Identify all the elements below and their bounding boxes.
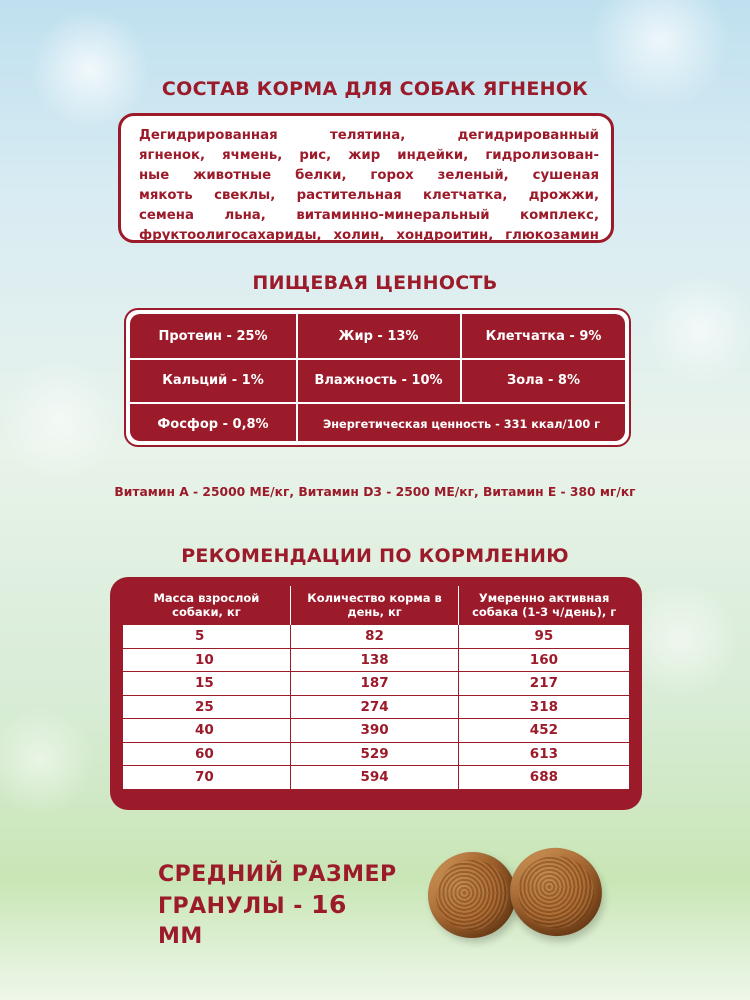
feeding-table-header <box>123 586 630 625</box>
table-row <box>123 719 630 743</box>
granule-line-2 <box>158 890 398 952</box>
composition-line: Дегидрированная телятина, дегидрированный <box>139 128 599 143</box>
cell-weight: 60 <box>123 742 291 766</box>
vitamins-text: Витамин А - 25000 МЕ/кг, Витамин D3 - 2500 МЕ/кг, Витамин Е - 380 мг/кг <box>114 485 636 499</box>
nutrition-phosphorus: Фосфор - 0,8% <box>157 416 269 432</box>
cell-active: 217 <box>458 672 629 696</box>
composition-box <box>118 113 614 243</box>
granule-size-text <box>158 860 398 952</box>
nutrition-box <box>124 308 631 447</box>
cell-daily: 82 <box>291 625 458 649</box>
cell-weight: 15 <box>123 672 291 696</box>
composition-text <box>139 126 599 246</box>
cell-daily: 274 <box>291 695 458 719</box>
kibble-pellet-image <box>502 839 610 944</box>
table-row <box>123 672 630 696</box>
composition-line: ягненок, ячмень, рис, жир индейки, гидролизован- <box>139 148 599 163</box>
cell-weight: 10 <box>123 648 291 672</box>
composition-line: мякоть свеклы, растительная клетчатка, дрожжи, <box>139 188 599 203</box>
nutrition-title: ПИЩЕВАЯ ЦЕННОСТЬ <box>252 272 498 294</box>
feeding-table <box>122 586 630 790</box>
kibble-pellet-image <box>421 845 523 945</box>
cell-daily: 529 <box>291 742 458 766</box>
cell-active: 160 <box>458 648 629 672</box>
table-row <box>123 766 630 790</box>
granule-size-value: 16 <box>311 890 347 919</box>
composition-line: фруктоолигосахариды, холин, хондроитин, глюкозамин <box>139 228 599 243</box>
table-row <box>123 742 630 766</box>
table-row <box>123 625 630 649</box>
nutrition-moisture: Влажность - 10% <box>314 373 443 388</box>
table-row <box>123 648 630 672</box>
cell-daily: 138 <box>291 648 458 672</box>
cell-active: 613 <box>458 742 629 766</box>
cell-active: 95 <box>458 625 629 649</box>
nutrition-ash: Зола - 8% <box>507 373 580 388</box>
cell-daily: 594 <box>291 766 458 790</box>
nutrition-protein: Протеин - 25% <box>158 328 268 344</box>
feeding-table-box <box>110 577 642 810</box>
cell-weight: 40 <box>123 719 291 743</box>
cell-weight: 25 <box>123 695 291 719</box>
composition-title: СОСТАВ КОРМА ДЛЯ СОБАК ЯГНЕНОК <box>161 78 589 100</box>
granule-line-1: СРЕДНИЙ РАЗМЕР <box>158 862 397 887</box>
granule-prefix: ГРАНУЛЫ - <box>158 894 312 919</box>
cell-daily: 187 <box>291 672 458 696</box>
composition-line: ные животные белки, горох зеленый, сушеная <box>139 168 599 183</box>
header-active-dog: Умеренно активная собака (1-3 ч/день), г <box>458 586 629 625</box>
nutrition-energy: Энергетическая ценность - 331 ккал/100 г <box>322 417 601 431</box>
nutrition-fiber: Клетчатка - 9% <box>485 328 602 344</box>
cell-weight: 70 <box>123 766 291 790</box>
cell-active: 688 <box>458 766 629 790</box>
nutrition-fat: Жир - 13% <box>338 328 419 344</box>
nutrition-grid <box>130 314 625 441</box>
cell-weight: 5 <box>123 625 291 649</box>
cell-daily: 390 <box>291 719 458 743</box>
header-daily-amount: Количество корма в день, кг <box>291 586 458 625</box>
feeding-title: РЕКОМЕНДАЦИИ ПО КОРМЛЕНИЮ <box>181 545 569 567</box>
granule-unit: ММ <box>158 924 203 949</box>
composition-line: семена льна, витаминно-минеральный комплекс, <box>139 208 599 223</box>
cell-active: 452 <box>458 719 629 743</box>
header-dog-weight: Масса взрослой собаки, кг <box>123 586 291 625</box>
cell-active: 318 <box>458 695 629 719</box>
table-row <box>123 695 630 719</box>
nutrition-calcium: Кальций - 1% <box>162 373 264 388</box>
